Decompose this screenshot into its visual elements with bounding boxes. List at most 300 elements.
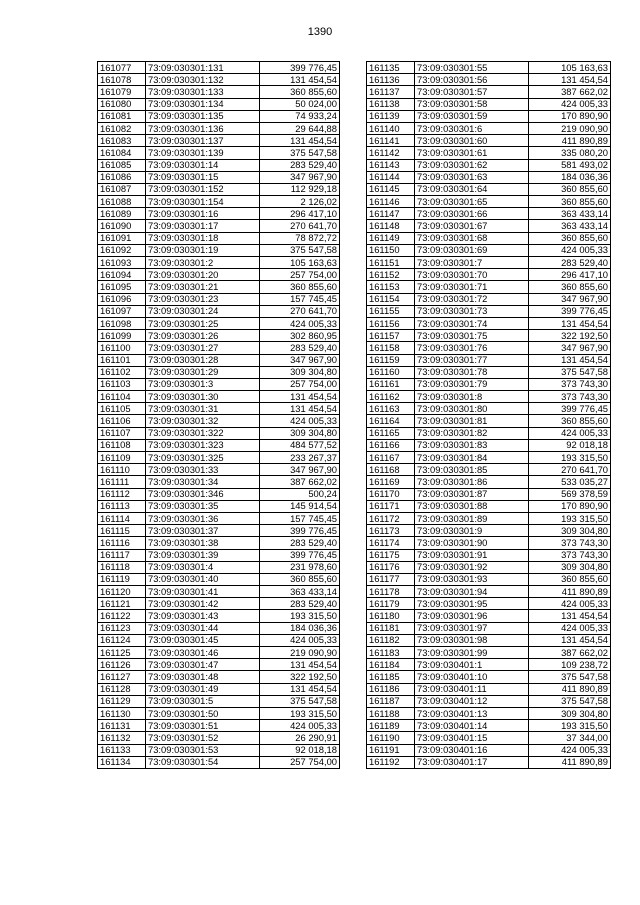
row-number-cell: 161148	[367, 220, 415, 232]
cadastral-number-cell: 73:09:030401:11	[415, 683, 529, 695]
value-cell: 29 644,88	[260, 122, 340, 134]
row-number-cell: 161124	[98, 634, 146, 646]
row-number-cell: 161175	[367, 549, 415, 561]
cadastral-number-cell: 73:09:030301:323	[146, 439, 260, 451]
row-number-cell: 161117	[98, 549, 146, 561]
value-cell: 424 005,33	[529, 427, 611, 439]
cadastral-number-cell: 73:09:030301:133	[146, 86, 260, 98]
row-number-cell: 161159	[367, 354, 415, 366]
value-cell: 360 855,60	[529, 196, 611, 208]
row-number-cell: 161103	[98, 378, 146, 390]
cadastral-number-cell: 73:09:030301:98	[415, 634, 529, 646]
value-cell: 193 315,50	[529, 452, 611, 464]
table-row	[98, 342, 340, 354]
cadastral-number-cell: 73:09:030301:17	[146, 220, 260, 232]
table-row	[98, 366, 340, 378]
row-number-cell: 161157	[367, 330, 415, 342]
table-row	[98, 610, 340, 622]
value-cell: 375 547,58	[260, 147, 340, 159]
row-number-cell: 161147	[367, 208, 415, 220]
table-row	[98, 464, 340, 476]
row-number-cell: 161096	[98, 293, 146, 305]
cadastral-number-cell: 73:09:030301:70	[415, 269, 529, 281]
value-cell: 105 163,63	[529, 62, 611, 74]
row-number-cell: 161149	[367, 232, 415, 244]
table-row	[98, 147, 340, 159]
value-cell: 363 433,14	[529, 220, 611, 232]
cadastral-number-cell: 73:09:030301:71	[415, 281, 529, 293]
cadastral-number-cell: 73:09:030301:16	[146, 208, 260, 220]
table-row	[367, 452, 611, 464]
cadastral-number-cell: 73:09:030301:27	[146, 342, 260, 354]
row-number-cell: 161125	[98, 647, 146, 659]
page-number: 1390	[307, 26, 333, 38]
value-cell: 399 776,45	[529, 305, 611, 317]
row-number-cell: 161098	[98, 317, 146, 329]
row-number-cell: 161178	[367, 586, 415, 598]
table-row	[367, 110, 611, 122]
cadastral-number-cell: 73:09:030301:53	[146, 744, 260, 756]
table-row	[367, 659, 611, 671]
cadastral-number-cell: 73:09:030301:96	[415, 610, 529, 622]
cadastral-number-cell: 73:09:030301:32	[146, 415, 260, 427]
value-cell: 193 315,50	[260, 610, 340, 622]
row-number-cell: 161143	[367, 159, 415, 171]
cadastral-number-cell: 73:09:030301:75	[415, 330, 529, 342]
value-cell: 399 776,45	[260, 525, 340, 537]
table-row	[367, 720, 611, 732]
table-row	[98, 732, 340, 744]
row-number-cell: 161167	[367, 452, 415, 464]
table-row	[98, 62, 340, 74]
row-number-cell: 161078	[98, 74, 146, 86]
value-cell: 92 018,18	[260, 744, 340, 756]
value-cell: 375 547,58	[529, 671, 611, 683]
value-cell: 373 743,30	[529, 537, 611, 549]
value-cell: 193 315,50	[529, 512, 611, 524]
row-number-cell: 161192	[367, 756, 415, 768]
value-cell: 411 890,89	[529, 756, 611, 768]
cadastral-number-cell: 73:09:030301:139	[146, 147, 260, 159]
value-cell: 335 080,20	[529, 147, 611, 159]
cadastral-number-cell: 73:09:030301:67	[415, 220, 529, 232]
cadastral-number-cell: 73:09:030301:154	[146, 196, 260, 208]
row-number-cell: 161190	[367, 732, 415, 744]
value-cell: 219 090,90	[529, 122, 611, 134]
table-row	[367, 598, 611, 610]
value-cell: 387 662,02	[529, 86, 611, 98]
table-row	[98, 634, 340, 646]
cadastral-number-cell: 73:09:030301:36	[146, 512, 260, 524]
row-number-cell: 161107	[98, 427, 146, 439]
table-row	[98, 86, 340, 98]
table-row	[367, 647, 611, 659]
row-number-cell: 161091	[98, 232, 146, 244]
table-row	[367, 488, 611, 500]
cadastral-number-cell: 73:09:030301:94	[415, 586, 529, 598]
table-row	[98, 122, 340, 134]
registry-table-left	[97, 61, 340, 769]
cadastral-number-cell: 73:09:030301:46	[146, 647, 260, 659]
row-number-cell: 161138	[367, 98, 415, 110]
table-row	[98, 257, 340, 269]
value-cell: 193 315,50	[529, 720, 611, 732]
cadastral-number-cell: 73:09:030301:26	[146, 330, 260, 342]
value-cell: 424 005,33	[529, 744, 611, 756]
row-number-cell: 161119	[98, 573, 146, 585]
row-number-cell: 161136	[367, 74, 415, 86]
cadastral-number-cell: 73:09:030301:63	[415, 171, 529, 183]
row-number-cell: 161160	[367, 366, 415, 378]
row-number-cell: 161176	[367, 561, 415, 573]
cadastral-number-cell: 73:09:030401:1	[415, 659, 529, 671]
cadastral-number-cell: 73:09:030301:136	[146, 122, 260, 134]
row-number-cell: 161144	[367, 171, 415, 183]
table-row	[367, 74, 611, 86]
row-number-cell: 161105	[98, 403, 146, 415]
table-row	[98, 403, 340, 415]
table-row	[98, 293, 340, 305]
value-cell: 399 776,45	[260, 62, 340, 74]
cadastral-number-cell: 73:09:030301:64	[415, 183, 529, 195]
row-number-cell: 161156	[367, 317, 415, 329]
value-cell: 283 529,40	[260, 537, 340, 549]
table-row	[367, 232, 611, 244]
row-number-cell: 161123	[98, 622, 146, 634]
value-cell: 309 304,80	[529, 707, 611, 719]
value-cell: 270 641,70	[260, 220, 340, 232]
cadastral-number-cell: 73:09:030301:86	[415, 476, 529, 488]
cadastral-number-cell: 73:09:030301:21	[146, 281, 260, 293]
value-cell: 157 745,45	[260, 512, 340, 524]
value-cell: 360 855,60	[260, 86, 340, 98]
row-number-cell: 161150	[367, 244, 415, 256]
table-row	[98, 427, 340, 439]
table-row	[98, 171, 340, 183]
value-cell: 411 890,89	[529, 683, 611, 695]
table-row	[367, 147, 611, 159]
row-number-cell: 161132	[98, 732, 146, 744]
row-number-cell: 161177	[367, 573, 415, 585]
row-number-cell: 161182	[367, 634, 415, 646]
row-number-cell: 161170	[367, 488, 415, 500]
table-row	[98, 232, 340, 244]
table-row	[98, 354, 340, 366]
row-number-cell: 161106	[98, 415, 146, 427]
table-row	[98, 391, 340, 403]
cadastral-number-cell: 73:09:030301:68	[415, 232, 529, 244]
cadastral-number-cell: 73:09:030301:134	[146, 98, 260, 110]
table-row	[98, 659, 340, 671]
row-number-cell: 161077	[98, 62, 146, 74]
cadastral-number-cell: 73:09:030301:35	[146, 500, 260, 512]
value-cell: 347 967,90	[260, 171, 340, 183]
cadastral-number-cell: 73:09:030401:13	[415, 707, 529, 719]
table-row	[98, 439, 340, 451]
cadastral-number-cell: 73:09:030301:5	[146, 695, 260, 707]
value-cell: 131 454,54	[260, 391, 340, 403]
cadastral-number-cell: 73:09:030301:49	[146, 683, 260, 695]
cadastral-number-cell: 73:09:030301:24	[146, 305, 260, 317]
table-row	[98, 305, 340, 317]
table-row	[98, 525, 340, 537]
cadastral-number-cell: 73:09:030301:23	[146, 293, 260, 305]
value-cell: 283 529,40	[260, 159, 340, 171]
row-number-cell: 161163	[367, 403, 415, 415]
table-row	[367, 281, 611, 293]
cadastral-number-cell: 73:09:030301:322	[146, 427, 260, 439]
cadastral-number-cell: 73:09:030301:29	[146, 366, 260, 378]
value-cell: 37 344,00	[529, 732, 611, 744]
table-row	[367, 305, 611, 317]
table-row	[367, 62, 611, 74]
value-cell: 257 754,00	[260, 756, 340, 768]
table-row	[98, 135, 340, 147]
cadastral-number-cell: 73:09:030401:17	[415, 756, 529, 768]
row-number-cell: 161115	[98, 525, 146, 537]
value-cell: 283 529,40	[260, 342, 340, 354]
row-number-cell: 161179	[367, 598, 415, 610]
cadastral-number-cell: 73:09:030301:69	[415, 244, 529, 256]
cadastral-number-cell: 73:09:030301:90	[415, 537, 529, 549]
cadastral-number-cell: 73:09:030301:78	[415, 366, 529, 378]
cadastral-number-cell: 73:09:030301:30	[146, 391, 260, 403]
table-row	[367, 196, 611, 208]
table-row	[98, 537, 340, 549]
value-cell: 131 454,54	[529, 74, 611, 86]
cadastral-number-cell: 73:09:030301:57	[415, 86, 529, 98]
table-row	[367, 610, 611, 622]
cadastral-number-cell: 73:09:030301:95	[415, 598, 529, 610]
table-row	[367, 427, 611, 439]
table-row	[367, 317, 611, 329]
value-cell: 347 967,90	[260, 464, 340, 476]
cadastral-number-cell: 73:09:030301:325	[146, 452, 260, 464]
cadastral-number-cell: 73:09:030301:3	[146, 378, 260, 390]
table-row	[367, 549, 611, 561]
value-cell: 360 855,60	[260, 281, 340, 293]
value-cell: 26 290,91	[260, 732, 340, 744]
cadastral-number-cell: 73:09:030301:39	[146, 549, 260, 561]
row-number-cell: 161145	[367, 183, 415, 195]
cadastral-number-cell: 73:09:030301:79	[415, 378, 529, 390]
cadastral-number-cell: 73:09:030301:19	[146, 244, 260, 256]
table-row	[98, 756, 340, 768]
value-cell: 270 641,70	[529, 464, 611, 476]
row-number-cell: 161093	[98, 257, 146, 269]
value-cell: 424 005,33	[529, 598, 611, 610]
row-number-cell: 161095	[98, 281, 146, 293]
table-row	[367, 525, 611, 537]
value-cell: 399 776,45	[260, 549, 340, 561]
value-cell: 109 238,72	[529, 659, 611, 671]
value-cell: 170 890,90	[529, 110, 611, 122]
value-cell: 347 967,90	[260, 354, 340, 366]
table-row	[367, 293, 611, 305]
row-number-cell: 161088	[98, 196, 146, 208]
cadastral-number-cell: 73:09:030301:25	[146, 317, 260, 329]
row-number-cell: 161120	[98, 586, 146, 598]
cadastral-number-cell: 73:09:030301:33	[146, 464, 260, 476]
value-cell: 424 005,33	[260, 415, 340, 427]
value-cell: 2 126,02	[260, 196, 340, 208]
value-cell: 78 872,72	[260, 232, 340, 244]
cadastral-number-cell: 73:09:030301:14	[146, 159, 260, 171]
row-number-cell: 161142	[367, 147, 415, 159]
table-row	[367, 464, 611, 476]
table-row	[367, 135, 611, 147]
cadastral-number-cell: 73:09:030301:31	[146, 403, 260, 415]
table-row	[98, 415, 340, 427]
table-row	[367, 330, 611, 342]
table-row	[367, 86, 611, 98]
cadastral-number-cell: 73:09:030301:61	[415, 147, 529, 159]
table-row	[98, 549, 340, 561]
table-row	[367, 537, 611, 549]
row-number-cell: 161174	[367, 537, 415, 549]
cadastral-number-cell: 73:09:030301:77	[415, 354, 529, 366]
row-number-cell: 161128	[98, 683, 146, 695]
cadastral-number-cell: 73:09:030301:55	[415, 62, 529, 74]
value-cell: 131 454,54	[529, 317, 611, 329]
table-row	[367, 671, 611, 683]
cadastral-number-cell: 73:09:030301:48	[146, 671, 260, 683]
row-number-cell: 161112	[98, 488, 146, 500]
table-row	[98, 208, 340, 220]
cadastral-number-cell: 73:09:030301:43	[146, 610, 260, 622]
value-cell: 411 890,89	[529, 135, 611, 147]
value-cell: 309 304,80	[260, 427, 340, 439]
value-cell: 375 547,58	[529, 695, 611, 707]
row-number-cell: 161131	[98, 720, 146, 732]
value-cell: 50 024,00	[260, 98, 340, 110]
table-row	[98, 671, 340, 683]
value-cell: 170 890,90	[529, 500, 611, 512]
value-cell: 360 855,60	[529, 415, 611, 427]
cadastral-number-cell: 73:09:030301:89	[415, 512, 529, 524]
cadastral-number-cell: 73:09:030301:88	[415, 500, 529, 512]
cadastral-number-cell: 73:09:030301:50	[146, 707, 260, 719]
cadastral-number-cell: 73:09:030301:41	[146, 586, 260, 598]
row-number-cell: 161127	[98, 671, 146, 683]
table-row	[367, 366, 611, 378]
table-row	[367, 695, 611, 707]
value-cell: 131 454,54	[260, 403, 340, 415]
table-row	[367, 122, 611, 134]
table-row	[367, 378, 611, 390]
table-row	[367, 573, 611, 585]
value-cell: 411 890,89	[529, 586, 611, 598]
row-number-cell: 161180	[367, 610, 415, 622]
row-number-cell: 161172	[367, 512, 415, 524]
value-cell: 92 018,18	[529, 439, 611, 451]
value-cell: 283 529,40	[260, 598, 340, 610]
table-row	[367, 208, 611, 220]
table-row	[98, 159, 340, 171]
value-cell: 375 547,58	[529, 366, 611, 378]
row-number-cell: 161185	[367, 671, 415, 683]
value-cell: 233 267,37	[260, 452, 340, 464]
table-row	[98, 378, 340, 390]
row-number-cell: 161130	[98, 707, 146, 719]
cadastral-number-cell: 73:09:030301:97	[415, 622, 529, 634]
row-number-cell: 161082	[98, 122, 146, 134]
cadastral-number-cell: 73:09:030301:135	[146, 110, 260, 122]
table-row	[367, 98, 611, 110]
cadastral-number-cell: 73:09:030301:83	[415, 439, 529, 451]
value-cell: 424 005,33	[529, 622, 611, 634]
row-number-cell: 161164	[367, 415, 415, 427]
cadastral-number-cell: 73:09:030301:56	[415, 74, 529, 86]
table-row	[367, 439, 611, 451]
value-cell: 105 163,63	[260, 257, 340, 269]
cadastral-number-cell: 73:09:030301:84	[415, 452, 529, 464]
table-row	[367, 354, 611, 366]
table-row	[98, 196, 340, 208]
row-number-cell: 161100	[98, 342, 146, 354]
table-row	[367, 586, 611, 598]
cadastral-number-cell: 73:09:030301:54	[146, 756, 260, 768]
value-cell: 74 933,24	[260, 110, 340, 122]
value-cell: 231 978,60	[260, 561, 340, 573]
cadastral-number-cell: 73:09:030301:66	[415, 208, 529, 220]
row-number-cell: 161191	[367, 744, 415, 756]
table-row	[98, 330, 340, 342]
cadastral-number-cell: 73:09:030301:59	[415, 110, 529, 122]
row-number-cell: 161169	[367, 476, 415, 488]
cadastral-number-cell: 73:09:030301:37	[146, 525, 260, 537]
cadastral-number-cell: 73:09:030301:2	[146, 257, 260, 269]
cadastral-number-cell: 73:09:030301:47	[146, 659, 260, 671]
row-number-cell: 161122	[98, 610, 146, 622]
value-cell: 424 005,33	[260, 634, 340, 646]
cadastral-number-cell: 73:09:030301:99	[415, 647, 529, 659]
row-number-cell: 161097	[98, 305, 146, 317]
value-cell: 131 454,54	[529, 354, 611, 366]
cadastral-number-cell: 73:09:030301:137	[146, 135, 260, 147]
row-number-cell: 161173	[367, 525, 415, 537]
row-number-cell: 161189	[367, 720, 415, 732]
row-number-cell: 161109	[98, 452, 146, 464]
row-number-cell: 161113	[98, 500, 146, 512]
table-row	[98, 683, 340, 695]
table-row	[367, 342, 611, 354]
row-number-cell: 161104	[98, 391, 146, 403]
value-cell: 363 433,14	[529, 208, 611, 220]
cadastral-number-cell: 73:09:030301:80	[415, 403, 529, 415]
table-row	[367, 707, 611, 719]
value-cell: 424 005,33	[529, 98, 611, 110]
row-number-cell: 161137	[367, 86, 415, 98]
value-cell: 373 743,30	[529, 378, 611, 390]
value-cell: 296 417,10	[529, 269, 611, 281]
cadastral-number-cell: 73:09:030401:10	[415, 671, 529, 683]
cadastral-number-cell: 73:09:030301:52	[146, 732, 260, 744]
table-row	[98, 74, 340, 86]
table-row	[367, 512, 611, 524]
cadastral-number-cell: 73:09:030301:20	[146, 269, 260, 281]
table-row	[98, 573, 340, 585]
value-cell: 347 967,90	[529, 342, 611, 354]
value-cell: 157 745,45	[260, 293, 340, 305]
row-number-cell: 161162	[367, 391, 415, 403]
cadastral-number-cell: 73:09:030301:60	[415, 135, 529, 147]
cadastral-number-cell: 73:09:030301:72	[415, 293, 529, 305]
row-number-cell: 161083	[98, 135, 146, 147]
row-number-cell: 161188	[367, 707, 415, 719]
table-row	[367, 159, 611, 171]
value-cell: 131 454,54	[529, 634, 611, 646]
